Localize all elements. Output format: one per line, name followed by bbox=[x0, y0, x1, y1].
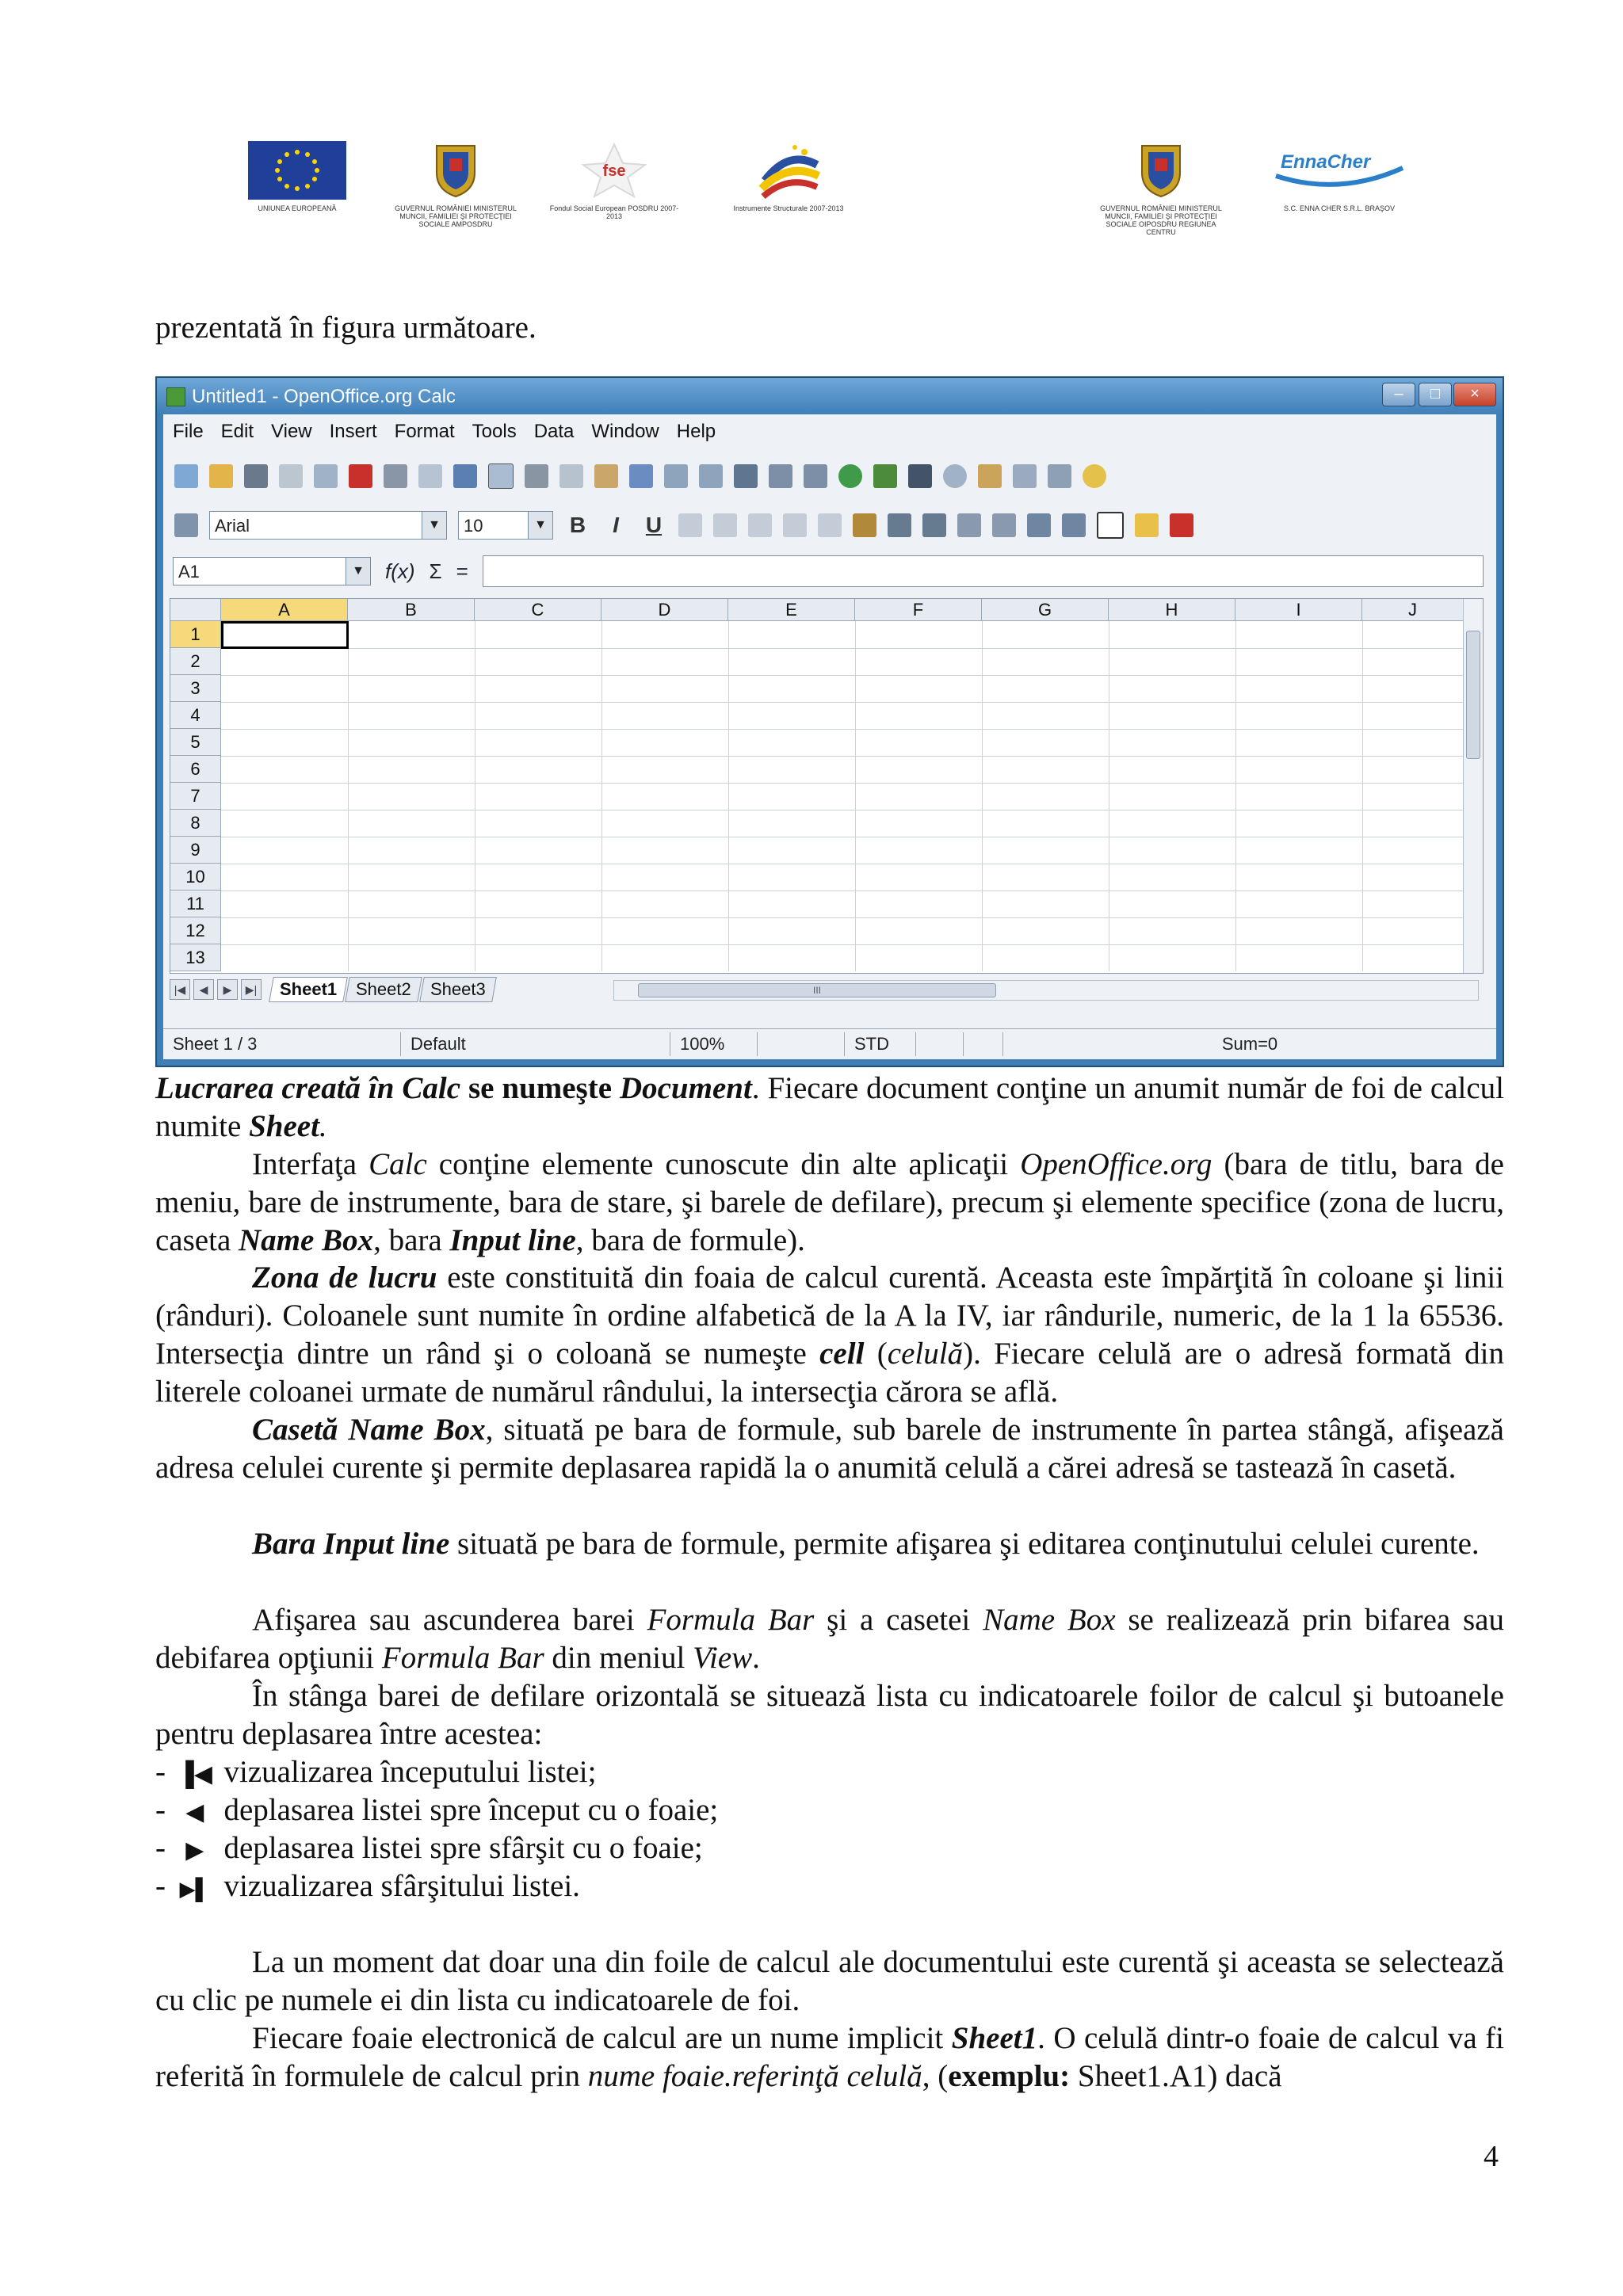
copy-icon[interactable] bbox=[559, 464, 583, 488]
row-header-4[interactable]: 4 bbox=[170, 702, 221, 729]
last-sheet-icon[interactable]: ▶| bbox=[241, 979, 262, 1000]
ennacher-swoosh-icon bbox=[1268, 141, 1411, 200]
column-header-e[interactable]: E bbox=[728, 599, 855, 621]
grid-line bbox=[221, 702, 1464, 703]
formula-bar bbox=[163, 549, 1496, 593]
term-view: View bbox=[693, 1641, 753, 1675]
term-sheet1: Sheet1 bbox=[951, 2021, 1038, 2055]
bullet-last-sheet bbox=[155, 1867, 580, 1909]
term-lucrarea: Lucrarea creată în Calc bbox=[155, 1071, 461, 1105]
text: . bbox=[752, 1641, 760, 1675]
row-header-12[interactable]: 12 bbox=[170, 917, 221, 944]
sort-ascending-icon[interactable] bbox=[769, 464, 792, 488]
bold-button[interactable]: B bbox=[569, 513, 586, 537]
menu-file[interactable]: File bbox=[173, 421, 204, 442]
tab-label: Sheet2 bbox=[356, 979, 411, 999]
text: Fiecare foaie electronică de calcul are un nume implicit bbox=[252, 2021, 952, 2055]
row-header-10[interactable]: 10 bbox=[170, 864, 221, 891]
horizontal-scrollbar[interactable] bbox=[613, 980, 1479, 1001]
menu-edit[interactable]: Edit bbox=[220, 421, 254, 442]
status-signature bbox=[964, 1032, 1003, 1056]
column-header-j[interactable]: J bbox=[1362, 599, 1464, 621]
text: . O celulă dintr-o foaie de calcul va fi referită în formulele de calcul prin bbox=[155, 2021, 1504, 2093]
status-page-style[interactable]: Default bbox=[401, 1032, 670, 1056]
save-icon[interactable] bbox=[244, 464, 268, 488]
last-sheet-icon: ▶▌ bbox=[179, 1878, 210, 1901]
column-header-h[interactable]: H bbox=[1109, 599, 1235, 621]
ro-coat-of-arms-logo bbox=[1094, 141, 1228, 236]
status-sheet: Sheet 1 / 3 bbox=[163, 1032, 401, 1056]
help-icon[interactable] bbox=[1083, 464, 1106, 488]
export-pdf-icon[interactable] bbox=[349, 464, 372, 488]
term-sheet: Sheet bbox=[249, 1109, 319, 1143]
email-icon[interactable] bbox=[279, 464, 303, 488]
previous-sheet-icon: ◀ bbox=[185, 1799, 204, 1825]
horizontal-scroll-thumb[interactable]: III bbox=[638, 983, 996, 997]
status-selection-mode[interactable]: STD bbox=[845, 1032, 916, 1056]
align-left-icon[interactable] bbox=[678, 513, 702, 537]
term-openoffice: OpenOffice.org bbox=[1020, 1147, 1212, 1181]
bullet-first-sheet bbox=[155, 1753, 596, 1794]
row-header-5[interactable]: 5 bbox=[170, 729, 221, 756]
logo-caption: Instrumente Structurale 2007-2013 bbox=[733, 204, 844, 212]
grid-line bbox=[221, 756, 1464, 757]
title-bar bbox=[157, 378, 1503, 414]
paragraph-interface bbox=[155, 1146, 1504, 1260]
status-zoom[interactable]: 100% bbox=[670, 1032, 758, 1056]
column-header-d[interactable]: D bbox=[601, 599, 728, 621]
bullet-text: deplasarea listei spre sfârşit cu o foaie; bbox=[223, 1831, 703, 1865]
tab-label: Sheet3 bbox=[430, 979, 486, 999]
term-celula: celulă bbox=[887, 1337, 964, 1371]
text: Sheet1.A1) dacă bbox=[1070, 2059, 1282, 2093]
hyperlink-icon[interactable] bbox=[734, 464, 758, 488]
find-replace-icon[interactable] bbox=[908, 464, 932, 488]
font-name-select[interactable] bbox=[209, 511, 447, 540]
text: conţine elemente cunoscute din alte aplicaţii bbox=[426, 1147, 1021, 1181]
undo-icon[interactable] bbox=[664, 464, 688, 488]
text: , situată pe bara de formule, sub barele de instrumente în partea stângă, afişează adresa celulei curente şi permite deplasarea rapidă la o anumită celulă a cărei adresă se tastează în casetă. bbox=[155, 1413, 1504, 1485]
menu-bar bbox=[163, 414, 1506, 449]
logo-caption: S.C. ENNA CHER S.R.L. BRAŞOV bbox=[1283, 204, 1396, 212]
close-button[interactable]: × bbox=[1453, 383, 1496, 406]
term-calc: Calc bbox=[369, 1147, 427, 1181]
menu-insert[interactable]: Insert bbox=[329, 421, 377, 442]
grid-line bbox=[221, 648, 1464, 649]
draw-functions-icon[interactable] bbox=[873, 464, 897, 488]
status-sum: Sum=0 bbox=[1221, 1034, 1278, 1054]
decrease-indent-icon[interactable] bbox=[1027, 513, 1051, 537]
term-bara-input-line: Bara Input line bbox=[252, 1527, 450, 1561]
column-header-i[interactable]: I bbox=[1235, 599, 1362, 621]
text: ). Fiecare celulă are o adresă formată din literele coloanei urmate de numărul rândului, la intersecţia cărora se află. bbox=[155, 1337, 1504, 1409]
standard-format-icon[interactable] bbox=[922, 513, 946, 537]
row-header-1[interactable]: 1 bbox=[170, 621, 221, 648]
formatting-toolbar bbox=[163, 502, 1496, 549]
eu-flag-icon bbox=[248, 141, 346, 200]
grid-line bbox=[728, 621, 729, 971]
row-header-7[interactable]: 7 bbox=[170, 783, 221, 810]
spreadsheet-grid bbox=[170, 598, 1484, 974]
column-header-b[interactable]: B bbox=[348, 599, 475, 621]
chevron-down-icon[interactable]: ▼ bbox=[528, 512, 552, 539]
term-reference-format: nume foaie.referinţă celulă bbox=[587, 2059, 922, 2093]
gallery-icon[interactable] bbox=[978, 464, 1002, 488]
currency-format-icon[interactable] bbox=[853, 513, 876, 537]
row-header-2[interactable]: 2 bbox=[170, 648, 221, 675]
chart-icon[interactable] bbox=[838, 464, 862, 488]
paragraph-work-area bbox=[155, 1259, 1504, 1411]
grid-line bbox=[221, 944, 1464, 945]
logo-strip bbox=[230, 141, 1466, 252]
ro-coat-of-arms-logo bbox=[388, 141, 523, 228]
text: , ( bbox=[922, 2059, 949, 2093]
paste-icon[interactable] bbox=[594, 464, 618, 488]
edit-file-icon[interactable] bbox=[314, 464, 338, 488]
font-size-value: 10 bbox=[464, 516, 483, 536]
open-icon[interactable] bbox=[209, 464, 233, 488]
input-line[interactable] bbox=[483, 555, 1484, 587]
svg-text:fse: fse bbox=[602, 162, 626, 180]
grid-line bbox=[855, 621, 856, 971]
name-box-value: A1 bbox=[178, 562, 200, 582]
column-header-c[interactable]: C bbox=[475, 599, 601, 621]
format-paintbrush-icon[interactable] bbox=[629, 464, 653, 488]
background-color-icon[interactable] bbox=[1135, 513, 1159, 537]
term-zona-de-lucru: Zona de lucru bbox=[252, 1261, 437, 1295]
term-cell: cell bbox=[819, 1337, 865, 1371]
logo-caption: GUVERNUL ROMÂNIEI MINISTERUL MUNCII, FAMILIEI ŞI PROTECŢIEI SOCIALE OIPOSDRU REGIUNEA CENTRU bbox=[1100, 204, 1222, 236]
grid-line bbox=[982, 621, 983, 971]
text: . bbox=[319, 1109, 327, 1143]
term-formula-bar: Formula Bar bbox=[381, 1641, 544, 1675]
text: (bara de titlu, bara de meniu, bare de instrumente, bara de stare, şi barele de defilare), precum şi elemente specifice (zona de lucru, caseta bbox=[155, 1147, 1504, 1257]
grid-line bbox=[1362, 621, 1363, 971]
coat-of-arms-icon bbox=[430, 141, 481, 200]
new-icon[interactable] bbox=[174, 464, 198, 488]
logo-caption: GUVERNUL ROMÂNIEI MINISTERUL MUNCII, FAMILIEI ŞI PROTECŢIEI SOCIALE AMPOSDRU bbox=[395, 204, 517, 228]
menu-format[interactable]: Format bbox=[394, 421, 455, 442]
text: din meniul bbox=[544, 1641, 693, 1675]
print-icon[interactable] bbox=[384, 464, 407, 488]
active-cell-a1[interactable] bbox=[221, 621, 349, 649]
paragraph-input-line bbox=[155, 1525, 1504, 1563]
zoom-icon[interactable] bbox=[1048, 464, 1071, 488]
column-header-a[interactable]: A bbox=[221, 599, 348, 621]
grid-line bbox=[221, 729, 1464, 730]
align-right-icon[interactable] bbox=[748, 513, 772, 537]
text: situată pe bara de formule, permite afişarea şi editarea conţinutului celulei curente. bbox=[449, 1527, 1480, 1561]
vertical-scroll-thumb[interactable] bbox=[1466, 631, 1480, 759]
spellcheck-icon[interactable] bbox=[453, 464, 477, 488]
text: , bara bbox=[373, 1223, 450, 1257]
paragraph-formula-bar bbox=[155, 1601, 1504, 1677]
paragraph-name-box bbox=[155, 1411, 1504, 1487]
styles-formatting-icon[interactable] bbox=[174, 513, 198, 537]
grid-line bbox=[221, 917, 1464, 918]
status-modified bbox=[916, 1032, 964, 1056]
row-header-13[interactable]: 13 bbox=[170, 944, 221, 971]
navigator-icon[interactable] bbox=[943, 464, 967, 488]
chevron-down-icon[interactable]: ▼ bbox=[346, 558, 370, 585]
intro-text: prezentată în figura următoare. bbox=[155, 311, 537, 345]
text: Interfaţa bbox=[252, 1147, 369, 1181]
vertical-scrollbar[interactable] bbox=[1463, 599, 1483, 973]
text: ( bbox=[864, 1337, 888, 1371]
tab-sheet1[interactable] bbox=[269, 977, 348, 1002]
bullet-dash: - bbox=[155, 1793, 166, 1827]
bullet-dash: - bbox=[155, 1869, 166, 1903]
bullet-next-sheet bbox=[155, 1829, 703, 1870]
text: , bara de formule). bbox=[575, 1223, 805, 1257]
column-header-g[interactable]: G bbox=[982, 599, 1109, 621]
ennacher-logo bbox=[1268, 141, 1411, 212]
grid-line bbox=[221, 783, 1464, 784]
coat-of-arms-icon bbox=[1136, 141, 1186, 200]
merge-cells-icon[interactable] bbox=[818, 513, 842, 537]
sum-icon[interactable]: Σ bbox=[429, 559, 442, 583]
paragraph-current-sheet: La un moment dat doar una din foile de calcul ale documentului este curentă şi aceasta se selectează cu clic pe numele ei din lista cu indicatoarele de foi. bbox=[155, 1945, 1504, 2017]
text-se-numeste: se numeşte bbox=[460, 1071, 620, 1105]
tab-label: Sheet1 bbox=[280, 979, 338, 999]
fse-star-icon bbox=[579, 141, 650, 200]
grid-line bbox=[348, 621, 349, 971]
term-input-line: Input line bbox=[449, 1223, 576, 1257]
menu-window[interactable]: Window bbox=[591, 421, 659, 442]
next-sheet-icon[interactable]: ▶ bbox=[217, 979, 238, 1000]
status-bar bbox=[163, 1028, 1496, 1059]
first-sheet-icon: ▐◀ bbox=[177, 1761, 212, 1787]
select-all-corner[interactable] bbox=[170, 599, 221, 621]
tab-sheet2[interactable] bbox=[345, 977, 422, 1002]
underline-button[interactable]: U bbox=[645, 513, 663, 537]
tab-sheet3[interactable] bbox=[419, 977, 496, 1002]
font-size-select[interactable] bbox=[458, 511, 553, 540]
data-sources-icon[interactable] bbox=[1013, 464, 1037, 488]
term-exemplu: exemplu: bbox=[948, 2059, 1071, 2093]
menu-data[interactable]: Data bbox=[533, 421, 575, 442]
term-name-box: Name Box bbox=[983, 1603, 1116, 1637]
delete-decimal-icon[interactable] bbox=[992, 513, 1016, 537]
calc-app-icon bbox=[166, 387, 185, 406]
increase-indent-icon[interactable] bbox=[1062, 513, 1086, 537]
menu-help[interactable]: Help bbox=[676, 421, 716, 442]
standard-toolbar bbox=[163, 452, 1496, 500]
first-sheet-icon[interactable]: |◀ bbox=[170, 979, 190, 1000]
next-sheet-icon: ▶ bbox=[185, 1837, 204, 1863]
text: se realizează prin bifarea sau debifarea opţiunii bbox=[155, 1603, 1504, 1675]
fse-logo bbox=[547, 141, 682, 220]
term-name-box: Name Box bbox=[239, 1223, 374, 1257]
menu-tools[interactable]: Tools bbox=[472, 421, 517, 442]
window-title: Untitled1 - OpenOffice.org Calc bbox=[192, 386, 456, 407]
bullet-dash: - bbox=[155, 1831, 166, 1865]
row-header-9[interactable]: 9 bbox=[170, 837, 221, 864]
grid-line bbox=[601, 621, 602, 971]
add-decimal-icon[interactable] bbox=[957, 513, 981, 537]
sheet-tabs-row bbox=[170, 975, 1482, 1004]
svg-text:EnnaCher: EnnaCher bbox=[1281, 151, 1371, 173]
bullet-text: vizualizarea începutului listei; bbox=[223, 1755, 597, 1789]
paragraph-document bbox=[155, 1070, 1504, 1146]
function-icon[interactable]: = bbox=[456, 559, 468, 583]
paragraph-sheet-reference bbox=[155, 2019, 1504, 2096]
autospellcheck-icon[interactable] bbox=[488, 463, 514, 489]
page-number: 4 bbox=[1484, 2140, 1499, 2173]
justify-icon[interactable] bbox=[783, 513, 807, 537]
page-preview-icon[interactable] bbox=[418, 464, 442, 488]
term-formula-bar: Formula Bar bbox=[647, 1603, 815, 1637]
previous-sheet-icon[interactable]: ◀ bbox=[193, 979, 214, 1000]
bullet-text: vizualizarea sfârşitului listei. bbox=[223, 1869, 580, 1903]
instrumente-structurale-logo bbox=[721, 141, 856, 212]
bullet-previous-sheet bbox=[155, 1791, 718, 1832]
borders-icon[interactable] bbox=[1097, 512, 1124, 539]
paragraph-sheet-tabs: În stânga barei de defilare orizontală se situează lista cu indicatoarele foilor de calcul şi butoanele pentru deplasarea între acestea: bbox=[155, 1679, 1504, 1751]
maximize-button[interactable]: □ bbox=[1419, 383, 1452, 406]
eu-flag-logo bbox=[230, 141, 365, 212]
status-blank bbox=[758, 1032, 845, 1056]
logo-caption: Fondul Social European POSDRU 2007-2013 bbox=[549, 204, 679, 220]
structural-instruments-icon bbox=[749, 141, 828, 200]
percent-format-icon[interactable] bbox=[888, 513, 911, 537]
text: Afişarea sau ascunderea barei bbox=[252, 1603, 647, 1637]
text: şi a casetei bbox=[814, 1603, 983, 1637]
grid-line bbox=[221, 675, 1464, 676]
row-header-3[interactable]: 3 bbox=[170, 675, 221, 702]
font-name-value: Arial bbox=[215, 516, 250, 536]
align-center-icon[interactable] bbox=[713, 513, 737, 537]
function-wizard-icon[interactable]: f(x) bbox=[385, 559, 415, 583]
italic-button[interactable]: I bbox=[613, 513, 619, 537]
name-box[interactable] bbox=[173, 557, 371, 585]
row-header-6[interactable]: 6 bbox=[170, 756, 221, 783]
text: . Fiecare document conţine un anumit număr de foi de calcul numite bbox=[155, 1071, 1504, 1143]
term-caseta-name-box: Casetă Name Box bbox=[252, 1413, 486, 1447]
calc-window-figure bbox=[155, 376, 1504, 1067]
text: este constituită din foaia de calcul curentă. Aceasta este împărţită în coloane şi linii (rânduri). Coloanele sunt numite în ordine alfabetică de la A la IV, iar rândurile, numeric, de la 1 la 65536. Intersecţia dintre un rând şi o coloană se numeşte bbox=[155, 1261, 1504, 1371]
cut-icon[interactable] bbox=[525, 464, 548, 488]
bullet-dash: - bbox=[155, 1755, 166, 1789]
row-header-8[interactable]: 8 bbox=[170, 810, 221, 837]
logo-caption: UNIUNEA EUROPEANĂ bbox=[258, 204, 337, 212]
bullet-text: deplasarea listei spre început cu o foaie; bbox=[223, 1793, 719, 1827]
font-color-icon[interactable] bbox=[1170, 513, 1193, 537]
grid-line bbox=[1235, 621, 1236, 971]
window-body bbox=[163, 414, 1496, 1059]
minimize-button[interactable]: – bbox=[1382, 383, 1415, 406]
row-header-11[interactable]: 11 bbox=[170, 891, 221, 917]
chevron-down-icon[interactable]: ▼ bbox=[422, 512, 446, 539]
menu-view[interactable]: View bbox=[271, 421, 312, 442]
redo-icon[interactable] bbox=[699, 464, 723, 488]
sort-descending-icon[interactable] bbox=[804, 464, 827, 488]
column-header-f[interactable]: F bbox=[855, 599, 982, 621]
term-document: Document bbox=[619, 1071, 752, 1105]
